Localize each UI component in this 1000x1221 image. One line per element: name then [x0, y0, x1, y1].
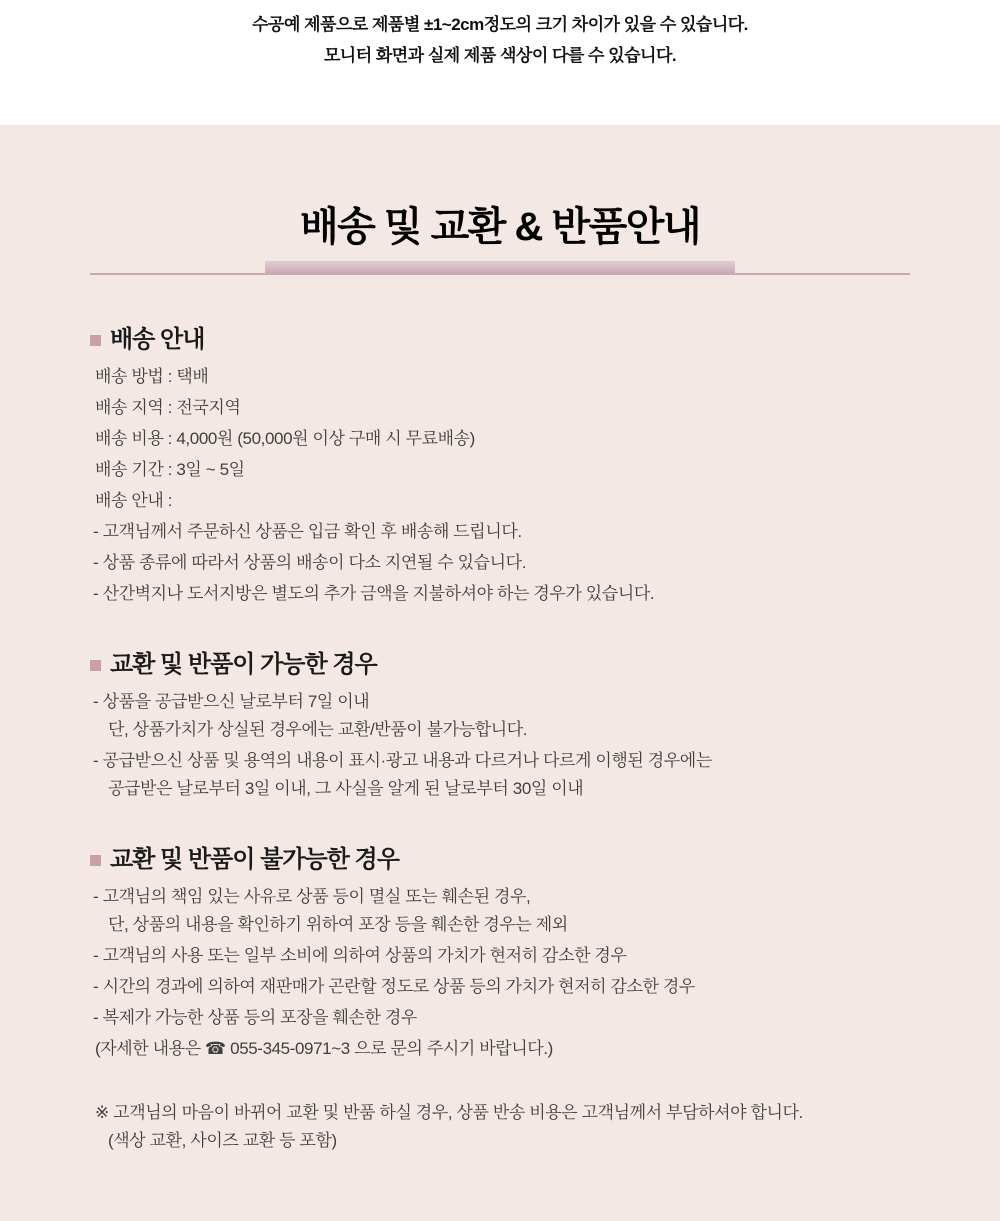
section-title: 배송 안내 — [110, 326, 205, 353]
square-bullet-icon — [90, 855, 101, 866]
text-line: - 고객님께서 주문하신 상품은 입금 확인 후 배송해 드립니다. — [93, 522, 522, 541]
text-line: - 시간의 경과에 의하여 재판매가 곤란할 정도로 상품 등의 가치가 현저히 감소한 경우 — [93, 977, 695, 996]
text-line: 공급받은 날로부터 3일 이내, 그 사실을 알게 된 날로부터 30일 이내 — [108, 779, 584, 798]
text-line: 배송 기간 : 3일 ~ 5일 — [95, 460, 245, 479]
text-line: - 산간벽지나 도서지방은 별도의 추가 금액을 지불하셔야 하는 경우가 있습니다. — [93, 584, 655, 603]
text-line: (자세한 내용은 ☎ 055-345-0971~3 으로 문의 주시기 바랍니다.) — [95, 1039, 553, 1058]
footnote — [90, 1099, 910, 1155]
notice-line-1: 수공예 제품으로 제품별 ±1~2cm정도의 크기 차이가 있을 수 있습니다. — [252, 15, 748, 34]
square-bullet-icon — [90, 660, 101, 671]
title-underline — [90, 261, 910, 275]
section-heading — [90, 847, 910, 873]
text-line: - 복제가 가능한 상품 등의 포장을 훼손한 경우 — [93, 1008, 417, 1027]
sections-container — [90, 327, 910, 1063]
underline-accent-bar — [265, 261, 735, 274]
section-3 — [90, 847, 910, 1063]
shipping-return-info-panel — [0, 125, 1000, 1221]
text-line: ※ 고객님의 마음이 바뀌어 교환 및 반품 하실 경우, 상품 반송 비용은 고객님께서 부담하셔야 합니다. — [95, 1103, 803, 1122]
text-line: 배송 안내 : — [95, 491, 173, 510]
text-line: - 공급받으신 상품 및 용역의 내용이 표시·광고 내용과 다르거나 다르게 이행된 경우에는 — [93, 751, 712, 770]
text-line: - 상품 종류에 따라서 상품의 배송이 다소 지연될 수 있습니다. — [93, 553, 527, 572]
text-line: - 고객님의 책임 있는 사유로 상품 등이 멸실 또는 훼손된 경우, — [93, 887, 531, 906]
text-line: 배송 방법 : 택배 — [95, 367, 209, 386]
section-title: 교환 및 반품이 가능한 경우 — [110, 651, 377, 678]
text-line: 배송 지역 : 전국지역 — [95, 398, 241, 417]
section-heading — [90, 652, 910, 678]
section-title: 교환 및 반품이 불가능한 경우 — [110, 846, 399, 873]
text-line: 배송 비용 : 4,000원 (50,000원 이상 구매 시 무료배송) — [95, 429, 475, 448]
notice-line-2: 모니터 화면과 실제 제품 색상이 다를 수 있습니다. — [323, 46, 677, 65]
section-2 — [90, 652, 910, 803]
text-line: 단, 상품가치가 상실된 경우에는 교환/반품이 불가능합니다. — [108, 720, 528, 739]
text-line: 단, 상품의 내용을 확인하기 위하여 포장 등을 훼손한 경우는 제외 — [108, 915, 568, 934]
square-bullet-icon — [90, 335, 101, 346]
text-line: (색상 교환, 사이즈 교환 등 포함) — [108, 1131, 337, 1150]
section-heading — [90, 327, 910, 353]
section-1 — [90, 327, 910, 608]
text-line: - 고객님의 사용 또는 일부 소비에 의하여 상품의 가치가 현저히 감소한 경우 — [93, 946, 627, 965]
text-line: - 상품을 공급받으신 날로부터 7일 이내 — [93, 692, 370, 711]
product-notice — [0, 0, 1000, 125]
page-title: 배송 및 교환 & 반품안내 — [299, 205, 701, 249]
